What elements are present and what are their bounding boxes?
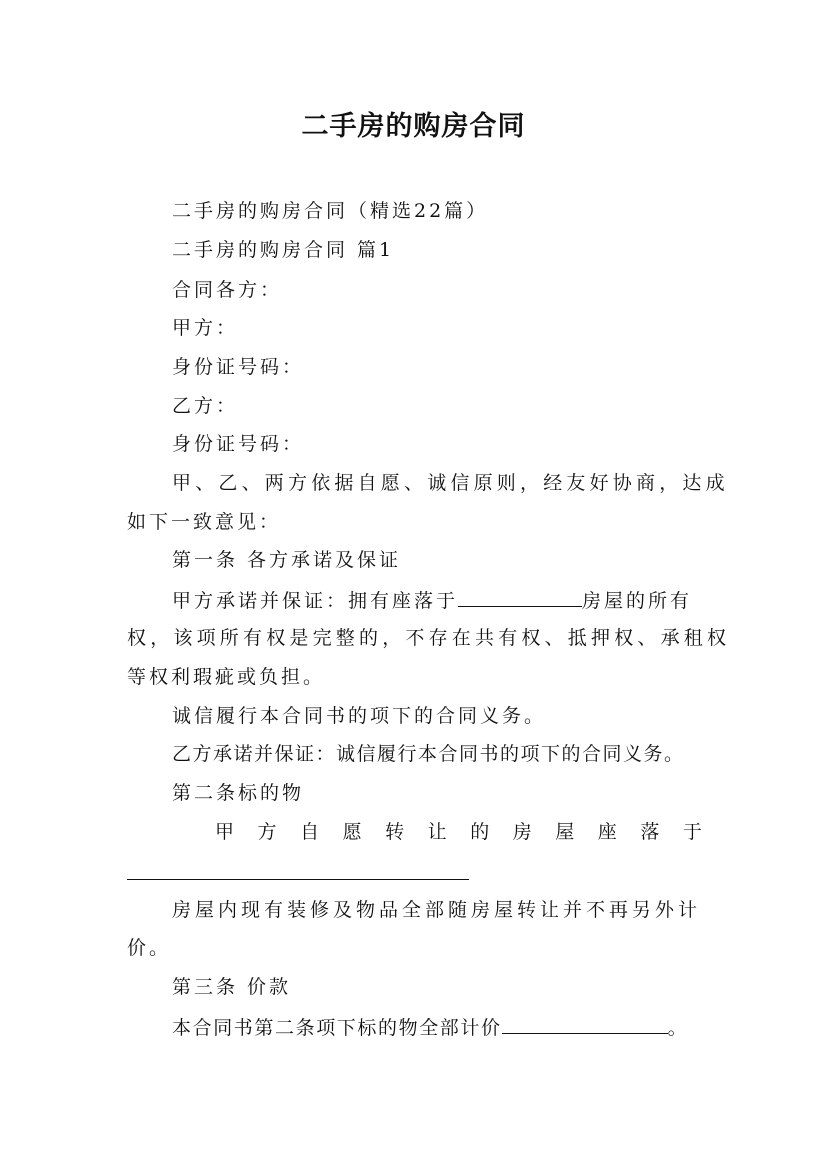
paragraph-line: 价。 — [127, 937, 172, 959]
spread-char: 屋 — [555, 821, 575, 843]
blank-field — [458, 587, 582, 607]
spread-char: 自 — [300, 821, 320, 843]
spread-text-line — [215, 820, 702, 844]
section-heading: 二手房的购房合同 篇1 — [172, 239, 395, 261]
spread-char: 于 — [682, 821, 702, 843]
paragraph-line: 诚信履行本合同书的项下的合同义务。 — [172, 705, 547, 727]
spread-char: 甲 — [215, 821, 235, 843]
paragraph-line: 等权利瑕疵或负担。 — [127, 666, 326, 688]
paragraph-line — [172, 587, 692, 613]
paragraph-line: 乙方承诺并保证：诚信履行本合同书的项下的合同义务。 — [172, 743, 685, 765]
spread-char: 座 — [597, 821, 617, 843]
article-1-heading: 第一条 各方承诺及保证 — [172, 549, 402, 571]
paragraph-line: 权，该项所有权是完整的，不存在共有权、抵押权、承租权 — [127, 627, 731, 649]
document-title: 二手房的购房合同 — [301, 111, 526, 142]
blank-field — [502, 1014, 668, 1034]
paragraph-line: 如下一致意见： — [127, 511, 282, 533]
article-3-heading: 第三条 价款 — [172, 976, 292, 998]
spread-char: 愿 — [342, 821, 362, 843]
clause-text: 房屋的所有 — [582, 590, 693, 612]
clause-text: 甲方承诺并保证：拥有座落于 — [172, 590, 459, 612]
spread-char: 的 — [470, 821, 490, 843]
paragraph-line: 甲、乙、两方依据自愿、诚信原则，经友好协商，达成 — [172, 472, 729, 494]
paragraph-line: 房屋内现有装修及物品全部随房屋转让并不再另外计 — [172, 899, 702, 921]
subtitle-line: 二手房的购房合同（精选22篇） — [172, 200, 489, 222]
spread-char: 转 — [385, 821, 405, 843]
party-a-label: 甲方： — [172, 317, 239, 339]
party-a-id-label: 身份证号码： — [172, 356, 305, 378]
paragraph-line — [172, 1014, 688, 1040]
spread-char: 落 — [640, 821, 660, 843]
parties-label: 合同各方： — [172, 279, 283, 301]
spread-char: 方 — [257, 821, 277, 843]
spread-char: 房 — [512, 821, 532, 843]
blank-field — [127, 879, 469, 880]
clause-text: 本合同书第二条项下标的物全部计价 — [172, 1017, 502, 1039]
clause-text: 。 — [667, 1017, 689, 1039]
party-b-label: 乙方： — [172, 395, 239, 417]
party-b-id-label: 身份证号码： — [172, 433, 305, 455]
spread-char: 让 — [427, 821, 447, 843]
article-2-heading: 第二条标的物 — [172, 782, 305, 804]
